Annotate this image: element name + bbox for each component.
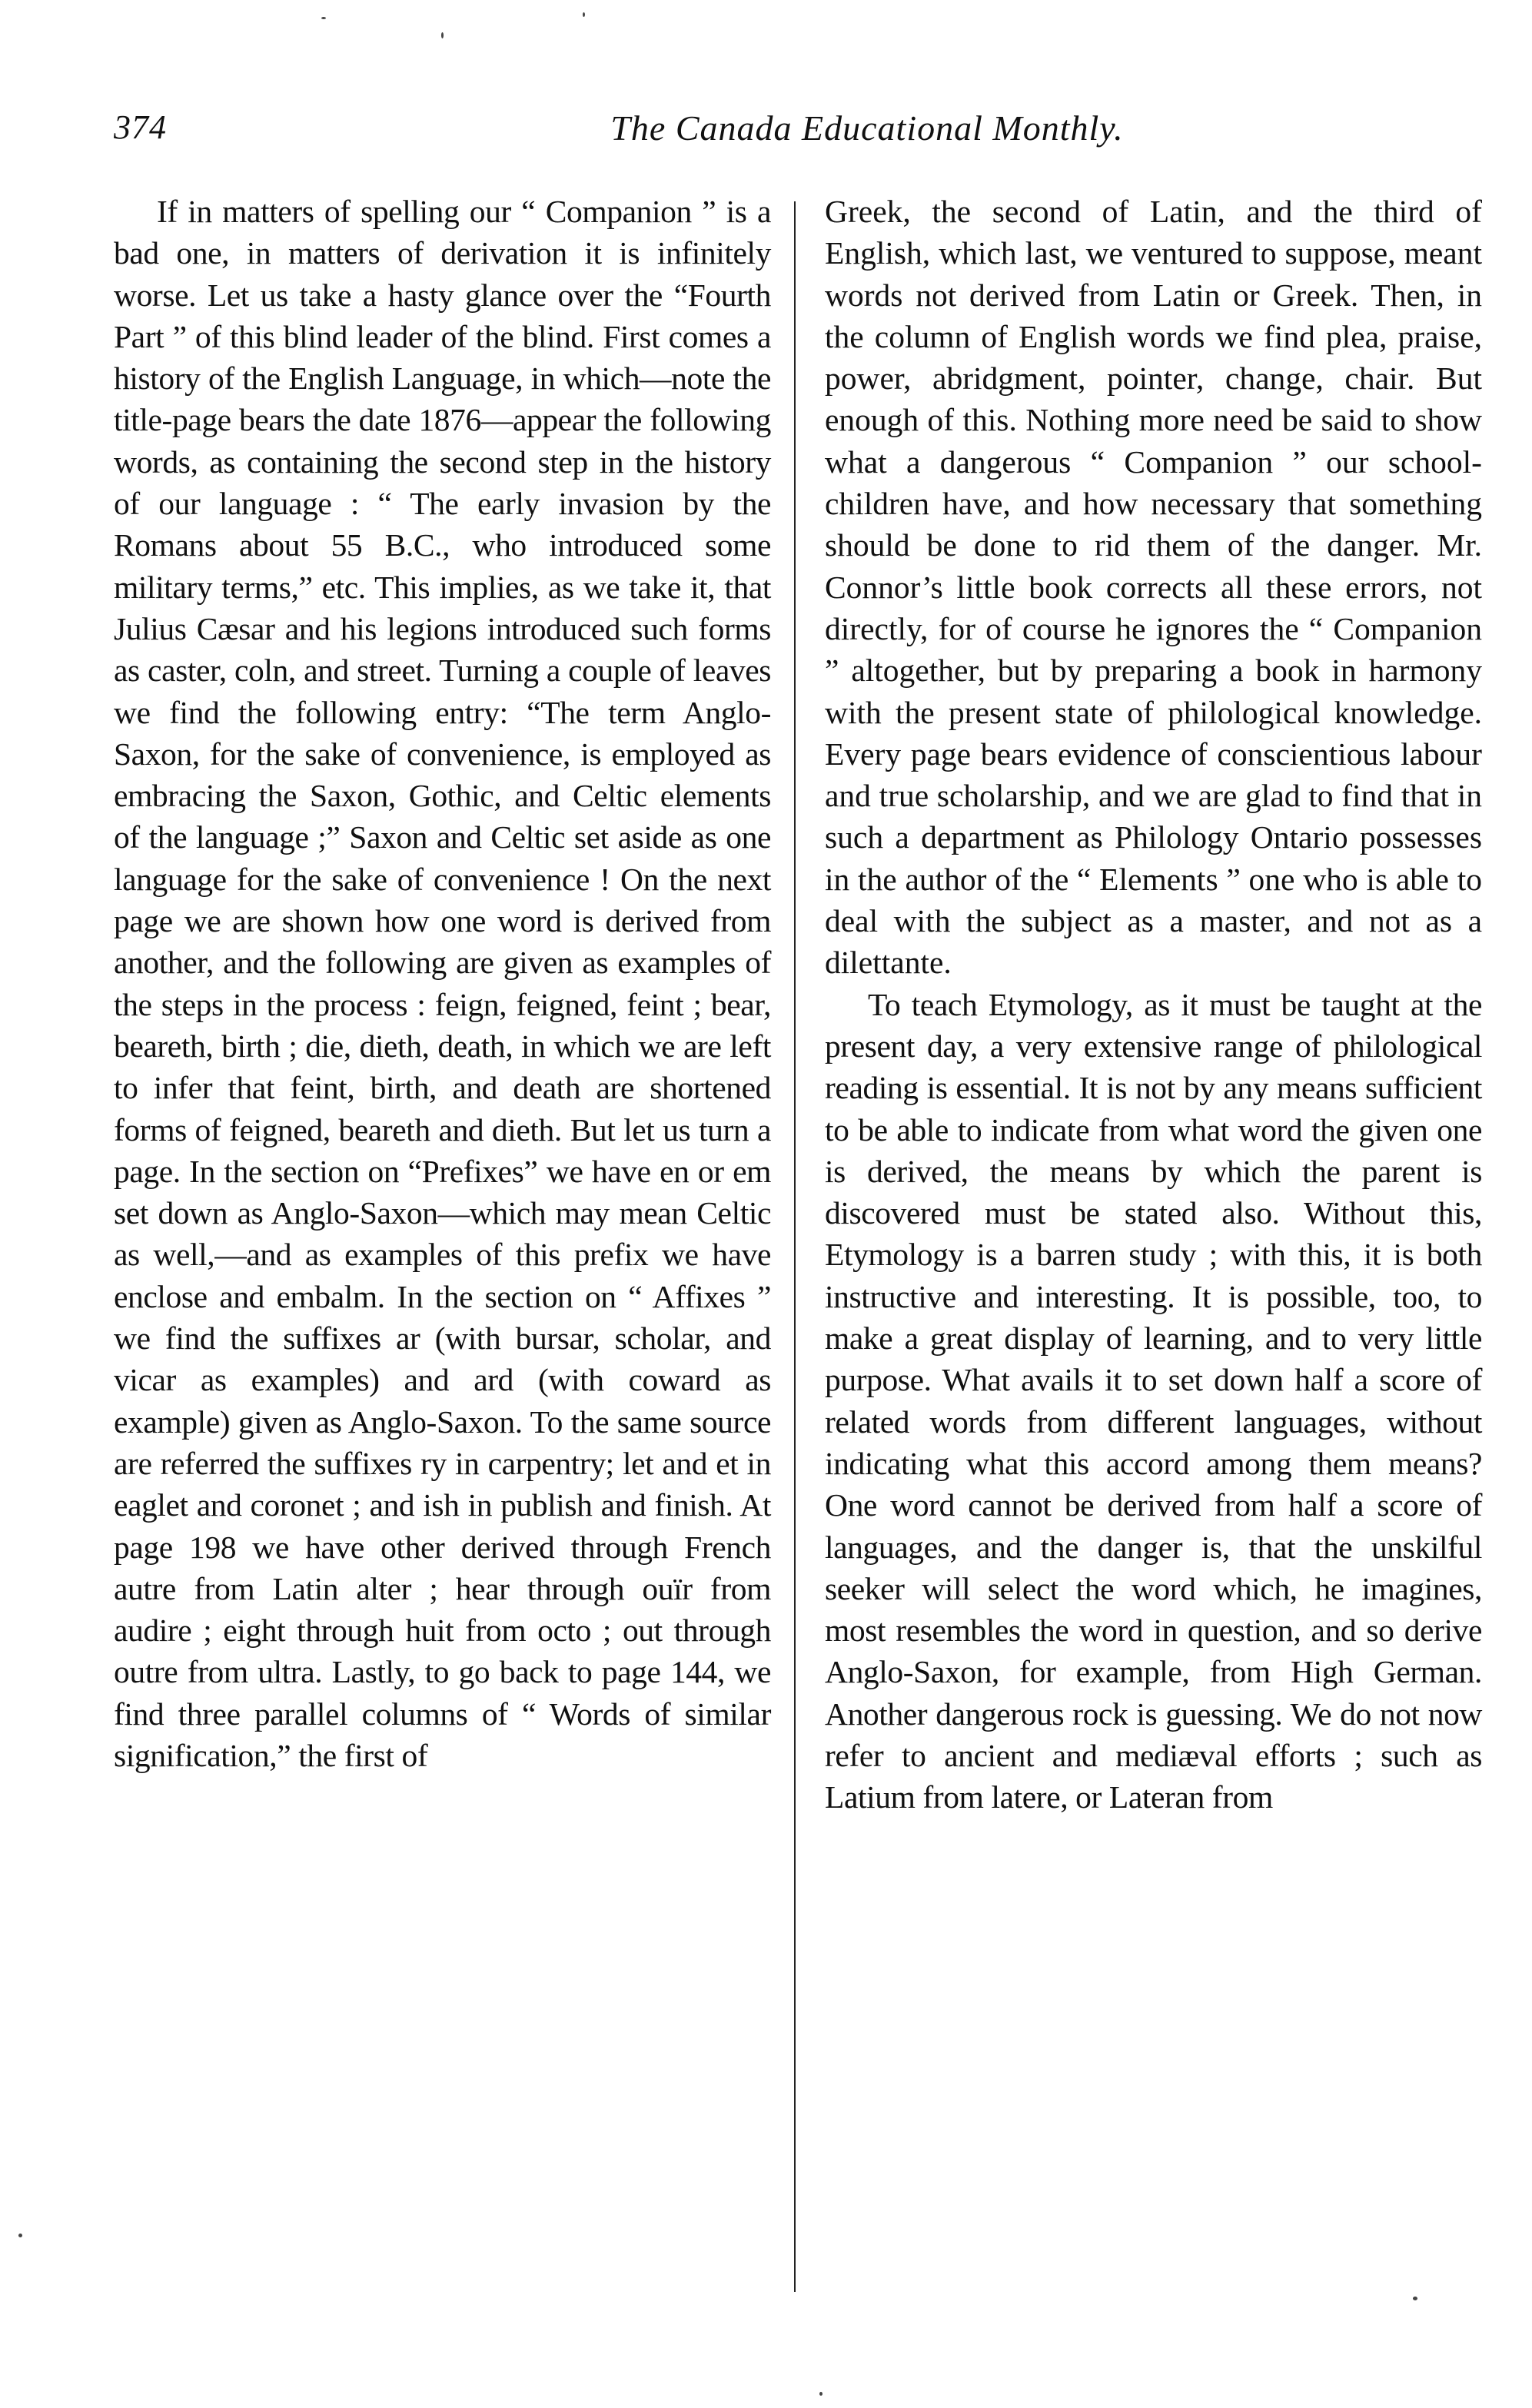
scan-speck [819,2392,822,2396]
scan-speck [441,32,444,38]
scan-speck [1413,2297,1417,2300]
right-column [825,191,1482,1818]
left-paragraph-1: If in matters of spelling our “ Companion ” is a bad one, in matters of derivation it is infinitely worse. Let us take a hasty glance over the “Fourth Part ” of this blind leader of the blind. First comes a history of the English Language, in which—note the title-page bears the date 1876—appear the following words, as containing the second step in the history of our language : “ The early invasion by the Romans about 55 B.C., who introduced some military terms,” etc. This implies, as we take it, that Julius Cæsar and his legions introduced such forms as caster, coln, and street. Turning a couple of leaves we find the following entry: “The term Anglo-Saxon, for the sake of convenience, is employed as embracing the Saxon, Gothic, and Celtic elements of the language ;” Saxon and Celtic set aside as one language for the sake of convenience ! On the next page we are shown how one word is derived from another, and the following are given as examples of the steps in the process : feign, feigned, feint ; bear, beareth, birth ; die, dieth, death, in which we are left to infer that feint, birth, and death are shortened forms of feigned, beareth and dieth. But let us turn a page. In the section on “Prefixes” we have en or em set down as Anglo-Saxon—which may mean Celtic as well,—and as examples of this prefix we have enclose and embalm. In the section on “ Affixes ” we find the suffixes ar (with bursar, scholar, and vicar as examples) and ard (with coward as example) given as Anglo-Saxon. To the same source are referred the suffixes ry in carpentry; let and et in eaglet and coronet ; and ish in publish and finish. At page 198 we have other derived through French autre from Latin alter ; hear through ouïr from audire ; eight through huit from octo ; out through outre from ultra. Lastly, to go back to page 144, we find three parallel columns of “ Words of similar signification,” the first of [114,194,771,1773]
right-paragraph-2: To teach Etymology, as it must be taught at the present day, a very extensive range of philological reading is essential. It is not by any means sufficient to be able to indicate from what word the given one is derived, the means by which the parent is discovered must be stated also. Without this, Etymology is a barren study ; with this, it is both instructive and interesting. It is possible, too, to make a great display of learning, and to very little purpose. What avails it to set down half a score of related words from different languages, without indicating what this accord among them means? One word cannot be derived from half a score of languages, and the danger is, that the unskilful seeker will select the word which, he imagines, most resembles the word in question, and so derive Anglo-Saxon, for example, from High German. Another dangerous rock is guessing. We do not now refer to ancient and mediæval efforts ; such as Latium from latere, or Lateran from [825,986,1482,1815]
page-header [114,108,1474,161]
left-column [114,191,771,1776]
right-paragraph-1: Greek, the second of Latin, and the third of English, which last, we ventured to suppose, meant words not derived from Latin or Greek. Then, in the column of English words we find plea, praise, power, abridgment, pointer, change, chair. But enough of this. Nothing more need be said to show what a dangerous “ Companion ” our school-children have, and how necessary that something should be done to rid them of the danger. Mr. Connor’s little book corrects all these errors, not directly, for of course he ignores the “ Companion ” altogether, but by preparing a book in harmony with the present state of philological knowledge. Every page bears evidence of conscientious labour and true scholarship, and we are glad to find that in such a department as Philology Ontario possesses in the author of the “ Elements ” one who is able to deal with the subject as a master, and not as a dilettante. [825,194,1482,981]
scan-speck [583,12,585,17]
page-number: 374 [114,108,167,146]
running-title: The Canada Educational Monthly. [610,108,1124,148]
scan-speck [321,17,326,19]
scan-speck [18,2234,22,2237]
column-divider [794,201,796,2292]
